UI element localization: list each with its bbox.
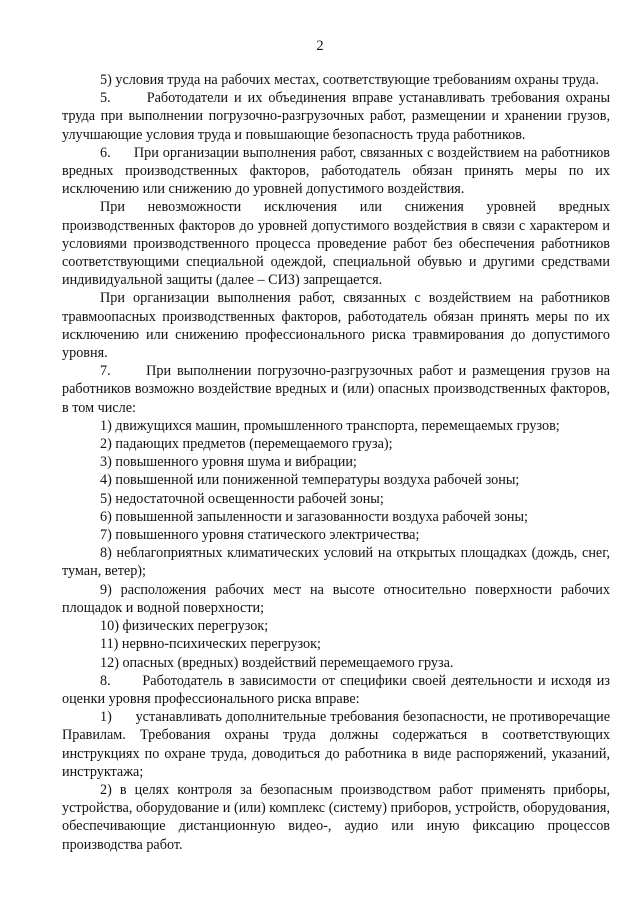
list-item: 2) падающих предметов (перемещаемого груза); [100, 436, 393, 453]
list-item: 3) повышенного уровня шума и вибрации; [100, 454, 357, 471]
paragraph: При невозможности исключения или снижения уровней вредных производственных факторов до уровней допустимого воздействия в связи с характером и условиями производственного процесса проведение работ без обеспечения работников соответствующими специальной одеждой, специальной обувью и другими средствами индивидуальной защиты (далее – СИЗ) запрещается. [62, 199, 610, 289]
paragraph: 5. Работодатели и их объединения вправе устанавливать требования охраны труда при выполнении погрузочно-разгрузочных работ, размещении и хранении грузов, улучшающие условия труда и повышающие безопасность труда работников. [62, 90, 610, 143]
document-body [62, 71, 610, 854]
list-item: 11) нервно-психических перегрузок; [100, 636, 321, 653]
list-item: 10) физических перегрузок; [100, 618, 269, 635]
list-item: 9) расположения рабочих мест на высоте относительно поверхности рабочих площадок и водной поверхности; [62, 581, 610, 616]
paragraph: 8. Работодатель в зависимости от специфики своей деятельности и исходя из оценки уровня профессионального риска вправе: [62, 672, 610, 707]
list-item: 4) повышенной или пониженной температуры воздуха рабочей зоны; [100, 472, 520, 489]
paragraph: 5) условия труда на рабочих местах, соответствующие требованиям охраны труда. [100, 72, 599, 88]
list-item: 2) в целях контроля за безопасным производством работ применять приборы, устройства, оборудование и (или) комплекс (систему) приборов, устройств, оборудования, обеспечивающие дистанционную видео-, аудио или иную фиксацию процессов производства работ. [62, 781, 610, 853]
page-number: 2 [316, 38, 324, 54]
list-item: 1) устанавливать дополнительные требования безопасности, не противоречащие Правилам. Требования охраны труда должны содержаться в соответствующих инструкциях по охране труда, доводиться до работника в виде распоряжений, указаний, инструктажа; [62, 709, 610, 780]
paragraph: При организации выполнения работ, связанных с воздействием на работников травмоопасных производственных факторов, работодатель обязан принять меры по их исключению или снижению профессионального риска травмирования до допустимого уровня. [62, 290, 610, 362]
list-item: 8) неблагоприятных климатических условий на открытых площадках (дождь, снег, туман, ветер); [62, 545, 610, 580]
list-item: 6) повышенной запыленности и загазованности воздуха рабочей зоны; [100, 508, 528, 525]
list-item: 5) недостаточной освещенности рабочей зоны; [100, 490, 384, 507]
paragraph: 7. При выполнении погрузочно-разгрузочных работ и размещения грузов на работников возможно воздействие вредных и (или) опасных производственных факторов, в том числе: [62, 363, 610, 416]
paragraph: 6. При организации выполнения работ, связанных с воздействием на работников вредных производственных факторов, работодатель обязан принять меры по их исключению или снижению до уровней допустимого воздействия. [62, 144, 610, 198]
list-item: 12) опасных (вредных) воздействий перемещаемого груза. [100, 654, 454, 671]
list-item: 1) движущихся машин, промышленного транспорта, перемещаемых грузов; [100, 417, 560, 434]
list-item: 7) повышенного уровня статического электричества; [100, 527, 420, 544]
